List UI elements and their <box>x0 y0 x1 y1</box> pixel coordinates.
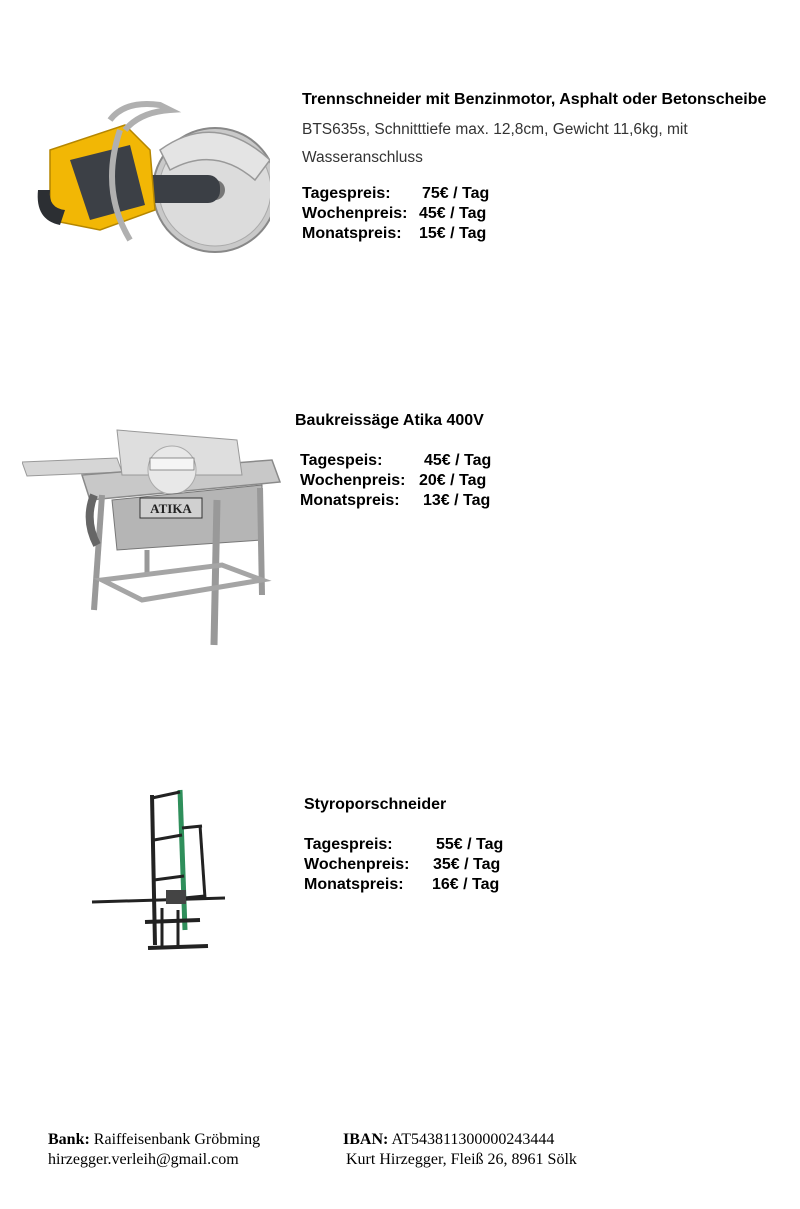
price-value: 75€ / Tag <box>422 185 490 202</box>
price-value: 45€ / Tag <box>419 205 487 222</box>
price-value: 35€ / Tag <box>433 856 501 873</box>
price-list <box>295 451 765 511</box>
price-row-week <box>300 471 765 491</box>
product-title: Styroporschneider <box>304 796 447 813</box>
iban-value: AT543811300000243444 <box>391 1131 555 1148</box>
price-list <box>302 184 772 244</box>
price-label: Tagespeis: <box>300 452 383 469</box>
price-value: 15€ / Tag <box>419 225 487 242</box>
product-title: Baukreissäge Atika 400V <box>295 412 484 429</box>
address: Kurt Hirzegger, Fleiß 26, 8961 Sölk <box>346 1151 577 1168</box>
price-row-day <box>302 184 772 204</box>
product-table-saw <box>295 411 765 511</box>
price-row-month <box>300 491 765 511</box>
price-list <box>304 835 774 895</box>
email-link[interactable]: hirzegger.verleih@gmail.com <box>48 1151 239 1168</box>
price-value: 45€ / Tag <box>424 452 492 469</box>
price-label: Tagespreis: <box>304 836 393 853</box>
price-row-week <box>302 204 772 224</box>
price-label: Monatspreis: <box>304 876 404 893</box>
bank-label: Bank: <box>48 1131 90 1148</box>
price-label: Wochenpreis: <box>300 472 406 489</box>
cut-off-saw-image <box>30 90 270 265</box>
price-row-week <box>304 855 774 875</box>
product-description: BTS635s, Schnitttiefe max. 12,8cm, Gewicht 11,6kg, mit Wasseranschluss <box>302 121 688 166</box>
footer-right <box>343 1130 577 1170</box>
price-label: Wochenpreis: <box>304 856 410 873</box>
price-label: Monatspreis: <box>302 225 402 242</box>
brand-label: ATIKA <box>150 501 192 516</box>
price-value: 16€ / Tag <box>432 876 500 893</box>
price-label: Wochenpreis: <box>302 205 408 222</box>
product-cut-off-saw <box>302 90 772 244</box>
price-value: 13€ / Tag <box>423 492 491 509</box>
price-row-month <box>304 875 774 895</box>
price-value: 20€ / Tag <box>419 472 487 489</box>
styrofoam-cutter-image <box>90 780 235 955</box>
bank-value: Raiffeisenbank Gröbming <box>93 1131 261 1148</box>
price-value: 55€ / Tag <box>436 836 504 853</box>
price-row-month <box>302 224 772 244</box>
iban-line <box>343 1130 577 1150</box>
price-label: Monatspreis: <box>300 492 400 509</box>
iban-label: IBAN: <box>343 1131 389 1148</box>
price-row-day <box>300 451 765 471</box>
product-styrofoam-cutter <box>304 795 774 895</box>
price-label: Tagespreis: <box>302 185 391 202</box>
product-title: Trennschneider mit Benzinmotor, Asphalt oder Betonscheibe <box>302 91 767 108</box>
footer-left <box>48 1130 260 1170</box>
price-row-day <box>304 835 774 855</box>
bank-line <box>48 1130 260 1150</box>
table-saw-image <box>22 420 282 650</box>
